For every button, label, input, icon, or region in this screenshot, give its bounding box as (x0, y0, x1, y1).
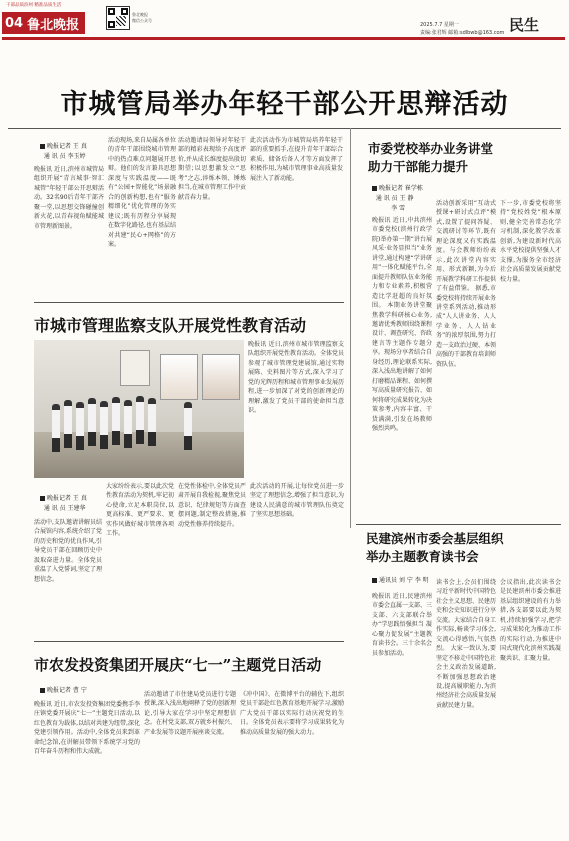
paragraph: 大家一致认为,要坚定不移走中国特色社会主义政治发展道路,不断加强思想政治建设,提高履职能力,为滨州经济社会高质量发展贡献民建力量。 (436, 645, 496, 709)
article2-col4 (250, 482, 344, 638)
paragraph: 活动邀请了市住建局党员进行专题授课,深入浅出地阐释了党的创新理论,引导大家在学习中坚定理想信念。在村党支部,双方就乡村振兴、产业发展等议题开展座谈交流。 (144, 691, 236, 736)
article1-col4 (250, 136, 343, 300)
article2-col2 (106, 482, 174, 638)
article1-col1 (34, 165, 104, 300)
byline-line: 晚报记者 崔学栋 (379, 185, 423, 192)
divider (34, 641, 344, 642)
paragraph: 晚报讯 近日,市农发投资集团党委携手李庄镇党委开展庆“七一”主题党日活动,以红色教育为载体,以结对共建为纽带,深化党建引领作用。活动中,全体党员来到革命纪念馆,在讲解员带领下系统学习党的百年奋斗历程和伟大成就。 (34, 701, 140, 756)
page-header (0, 0, 569, 48)
article2-col1 (34, 518, 102, 638)
byline-line: 晚报记者 王 真 (47, 143, 87, 150)
paragraph: 本期业务讲堂聚焦教学科研核心业务,邀请优秀教师围绕课程设计、调查研究、咨政建言等主题作专题分享。现场分享者结合自身经历,理论联系实际,深入浅出地讲解了如何打磨精品课程、如何撰写高质量研究报告、如何将研究成果转化为决策参考,内容丰富、干货满满,引发在场教师强烈共鸣。 (372, 302, 432, 432)
paragraph: 会议指出,此次读书会是民建滨州市委会推进基层组织建设的有力举措,各支部要以此为契机,持续加强学习,把学习成果转化为推动工作的实际行动,为推进中国式现代化滨州实践凝聚共识、汇聚力量。 (500, 579, 561, 662)
qr-code-icon (106, 6, 130, 30)
byline-line: 通 讯 员 李玉婷 (43, 153, 86, 160)
column-divider (350, 128, 351, 528)
page-number: 04 (5, 15, 24, 31)
byline-line: 通 讯 员 王 静 (375, 195, 414, 202)
paragraph: 据悉,市委党校将持续开展业务讲堂系列活动,推动形成“人人讲业务、人人学业务、人人钻业务”的浓厚氛围,努力打造一支政治过硬、本领高强的干部教育培训师资队伍。 (436, 285, 496, 368)
article5-col1 (372, 592, 432, 828)
byline-mark (372, 578, 377, 583)
article3-col1 (34, 700, 140, 828)
headline-article3: 市农发投资集团开展庆“七一”主题党日活动 (34, 656, 322, 674)
article1-col2 (108, 136, 176, 300)
byline-article4 (372, 184, 423, 214)
paragraph: 晚报讯 近日,滨州市城市管理监察支队组织开展党性教育活动。全体党员参观了城市管理党建展馆,通过实物展陈、史料图片等方式,深入学习了党的光辉历程和城市管理事业发展历程,进一步加深了对党的创新理论的理解,激发了党员干部的使命担当意识。 (248, 341, 344, 415)
paragraph: 此次活动的开展,让每位党员进一步坚定了理想信念,增强了担当意识,为建设人民满意的城市管理队伍奠定了坚实思想基础。 (250, 483, 344, 519)
qr-caption-line: 鲁北晚报 (132, 12, 148, 17)
paragraph: 大家纷纷表示,要以此次党性教育活动为契机,牢记初心使命,立足本职岗位,以更高标准、更严要求、更实作风做好城市管理各项工作。 (106, 483, 174, 538)
paragraph: 活动现场,来自局属各单位的青年干部围绕城市管理中的热点难点问题展开思辩。他们的发言兼具思想深度与实践温度——既有“公园+智能化”场景融合的创新构想,也有“服务精细化”优化管理的务实建议;既有历程分享展现在数字化路径,也有基层结对共建“民心+网格”的方案。 (108, 137, 176, 248)
paragraph: 《冲中国》、在微博平台的辅佐下,组织党员干部赴红色教育基地开展学习,激励广大党员干部以实际行动庆祝党的生日。全体党员表示要将学习成果转化为推动高质量发展的强大动力。 (240, 691, 344, 736)
byline-mark (40, 688, 45, 693)
byline-line: 晚报记者 曹 宁 (47, 687, 87, 694)
article5-col2 (436, 578, 496, 828)
article4-col3 (500, 199, 561, 522)
page-number-badge (2, 12, 85, 34)
newspaper-logo: 鲁北晚报 (27, 17, 80, 33)
divider (34, 302, 344, 303)
paragraph: 活动中,支队邀请讲解员结合展馆内容,系统介绍了党的历史和党的优良作风,引导党员干部在回顾历史中汲取奋进力量。全体党员重温了入党誓词,坚定了理想信念。 (34, 519, 102, 583)
paragraph: 活动创新采用“互动式授课+研讨式点评”模式,设置了提问答疑、交流研讨等环节,既有理论深度又有实践温度。与会教师纷纷表示,此次讲堂内容实用、形式新颖,为今后开展教学科研工作提供了有益借鉴。 (436, 200, 496, 293)
headline-line: 助力干部能力提升 (368, 159, 469, 174)
byline-line: 李 雪 (391, 205, 405, 212)
byline-mark (40, 144, 45, 149)
article1-col3 (178, 136, 246, 300)
byline-mark (372, 186, 377, 191)
divider (356, 524, 561, 525)
paragraph: 晚报讯 近日,中共滨州市委党校(滨州行政学院)举办第一期“讲台展风采·业务显担当”业务讲堂,通过构建“学讲研用”一体化赋能平台,全面提升教师队伍业务能力和专业素养,积极营造比学赶超的良好氛围。 (372, 217, 432, 310)
paragraph: 此次活动作为市城管局培养年轻干部的重要抓手,在提升青年干部综合素质、储备后备人才等方面发挥了积极作用,为城市管理事业高质量发展注入了新动能。 (250, 137, 343, 182)
article2-col0 (248, 340, 344, 478)
divider (8, 128, 561, 129)
paragraph: 在党性体检中,全体党员严肃开展自我检视,聚焦党员意识、纪律规矩等方面查摆问题,制定整改措施,推动党性修养持续提升。 (178, 483, 246, 528)
byline-article1 (40, 142, 87, 162)
issue-date: 2025.7.7 星期一 (420, 22, 459, 28)
article3-col2 (144, 690, 236, 828)
headline-article2: 市城市管理监察支队开展党性教育活动 (34, 316, 307, 335)
article4-col1 (372, 216, 432, 522)
paragraph: 读书会上,会员们围绕习近平新时代中国特色社会主义思想、民建历史和会史知识进行分享交流。大家结合自身工作实际,畅谈学习体会,交流心得感悟,气氛热烈。 (436, 579, 496, 653)
article4-col2 (436, 199, 496, 522)
byline-article2 (40, 494, 87, 514)
qr-caption (132, 12, 152, 24)
qr-caption-line: 微信公众号 (132, 18, 152, 23)
byline-line: 通讯员 刘 宁 李 明 (379, 577, 429, 584)
byline-line: 晚报记者 王 真 (47, 495, 87, 502)
article3-col3 (240, 690, 344, 828)
byline-mark (40, 496, 45, 501)
headline-line: 市委党校举办业务讲堂 (368, 141, 494, 156)
editor-info: 责编:张君辉 邮箱:sdlbwb@163.com (420, 30, 505, 36)
section-name: 民生 (509, 16, 540, 34)
paragraph: 晚报讯 近日,民建滨州市委会直属一支部、三支部、六支部联合举办“学思践悟强担当 凝心聚力促发展”主题教育读书会。三十余名会员参加活动。 (372, 593, 432, 657)
header-slogan: 干部品质滨州 精准品质生活 (6, 3, 62, 8)
headline-line: 举办主题教育读书会 (366, 549, 479, 564)
headline-article5 (366, 530, 504, 566)
headline-article4 (368, 140, 493, 176)
byline-article3 (40, 686, 87, 696)
article2-col3 (178, 482, 246, 638)
paragraph: 晚报讯 近日,滨州市城管局组织开展“青言城事·智汇城管”年轻干部公开思辩活动。32名90后青年干部齐聚一堂,以思想交锋碰撞创新火花,以青春视角赋能城市管理新图景。 (34, 166, 104, 230)
headline-line: 民建滨州市委会基层组织 (366, 531, 504, 546)
article5-col3 (500, 578, 561, 828)
byline-article5 (372, 576, 429, 586)
header-rule (2, 37, 565, 40)
byline-line: 通 讯 员 王建华 (43, 505, 86, 512)
paragraph: 下一步,市委党校将坚持“党校姓党”根本原则,健全完善常态化学习机制,深化教学改革创新,为建设新时代高水平党校提供坚强人才支撑,为服务全市经济社会高质量发展贡献党校力量。 (500, 200, 561, 283)
party-education-photo (34, 340, 244, 478)
paragraph: 活动邀请局领导对年轻干部的精彩表现给予高度评价,并从成长维度提出殷切期望;以思想激发立“思考”之志,淬炼本领、锤炼担当,在城市管理工作中贡献青春力量。 (178, 137, 246, 201)
headline-article1: 市城管局举办年轻干部公开思辩活动 (60, 89, 509, 120)
